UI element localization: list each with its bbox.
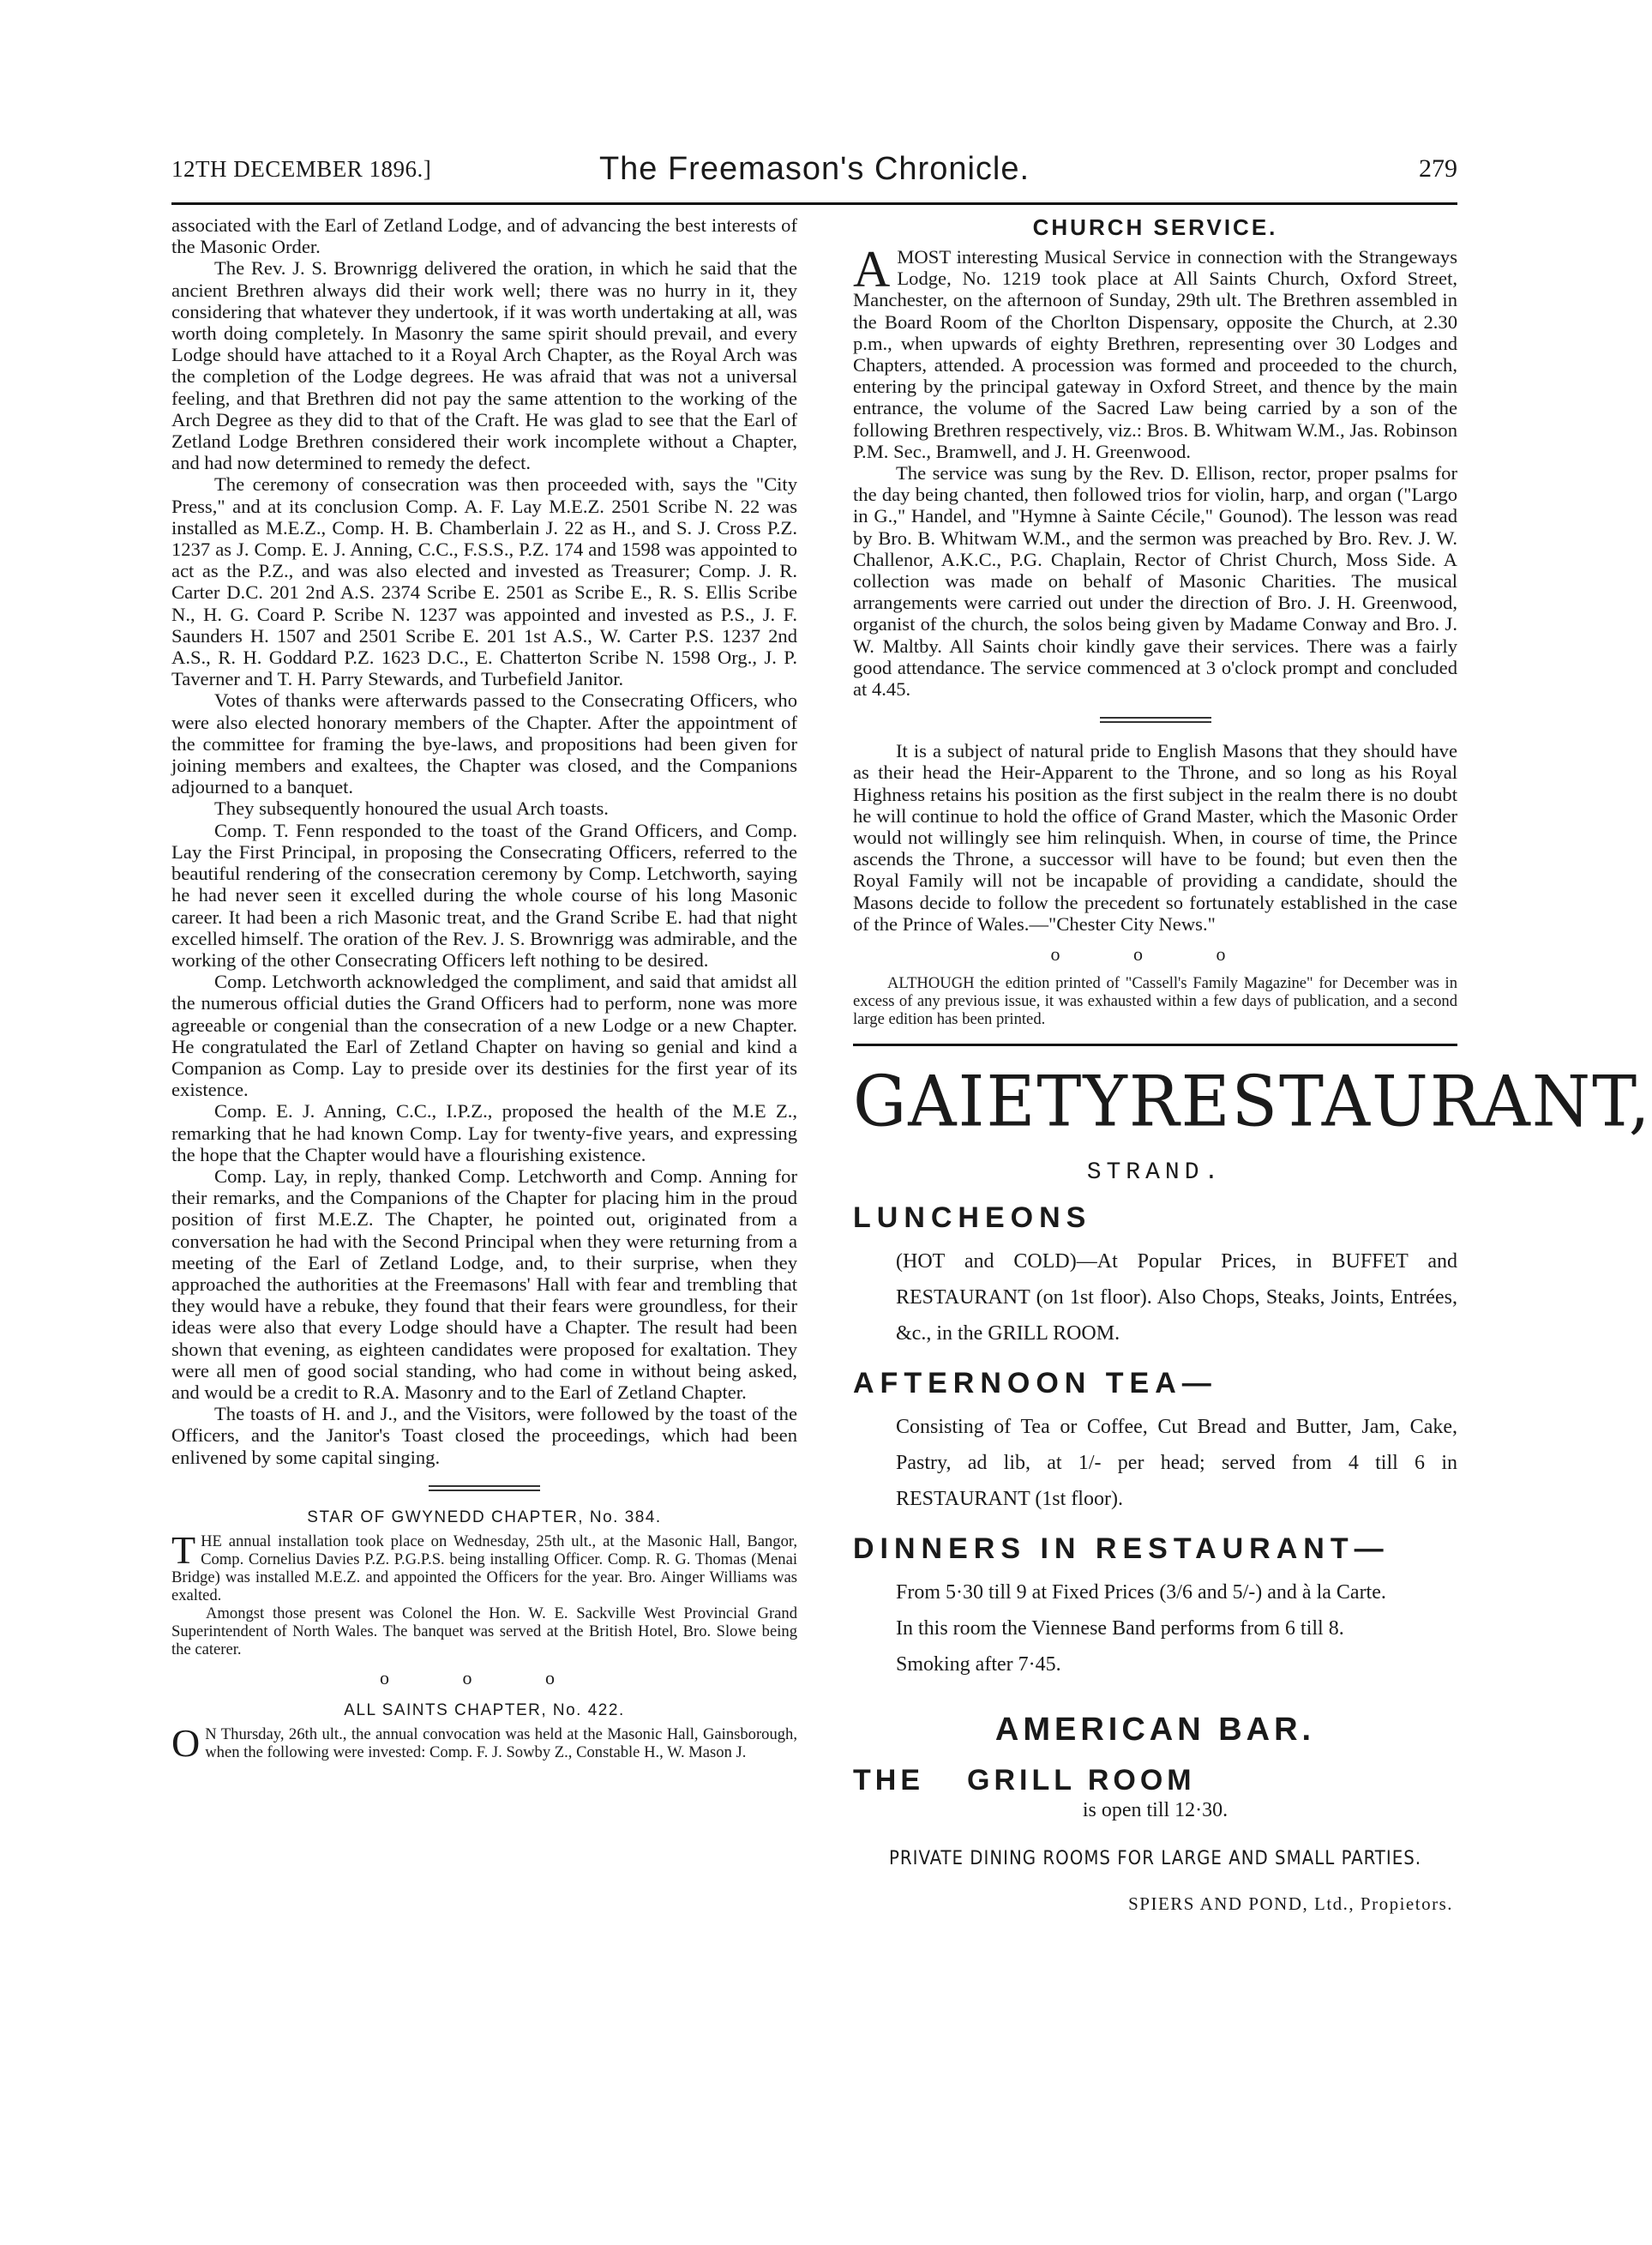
- gwynedd-paragraph-2: Amongst those present was Colonel the Hon. W. E. Sackville West Provincial Grand Superintendent of North Wales. The banquet was served at the British Hotel, Bro. Slowe being the caterer.: [171, 1604, 797, 1658]
- left-column: [171, 214, 797, 2178]
- gwynedd-chapter-title: STAR OF GWYNEDD CHAPTER, No. 384.: [307, 1508, 662, 1526]
- american-bar-heading: AMERICAN BAR.: [994, 1712, 1316, 1748]
- dinners-text-line: In this room the Viennese Band performs from 6 till 8.: [896, 1617, 1344, 1640]
- article-paragraph: Comp. Lay, in reply, thanked Comp. Letchworth and Comp. Anning for their remarks, and the Companions of the Chapter for placing him in the proud position of first M.E.Z. The Chapter, he pointed out, originated from a conversation he had with the Second Principal when they were returning from a meeting of the Earl of Zetland Lodge, and, to their surprise, when they approached the authorities at the Freemasons' Hall with fear and trembling that they would have a rebuke, they found that their fears were groundless, for their ideas were also that every Lodge should have a Chapter. The result had been shown that evening, as eighteen candidates were proposed for exaltation. They were all men of good social standing, who had come in without being asked, and would be a credit to R.A. Masonry and to the Earl of Zetland Chapter.: [171, 1165, 797, 1403]
- page-number: 279: [1419, 154, 1457, 183]
- grill-room-hours: is open till 12·30.: [1082, 1799, 1228, 1822]
- publication-title: The Freemason's Chronicle.: [598, 151, 1030, 187]
- advertisement-location: STRAND.: [1086, 1159, 1224, 1187]
- section-divider: [1100, 717, 1211, 723]
- zetland-chapter-article: [171, 214, 797, 1468]
- page-header: [171, 151, 1457, 202]
- church-text: MOST interesting Musical Service in connection with the Strangeways Lodge, No. 1219 took place at All Saints Church, Oxford Street, Manchester, on the afternoon of Sunday, 29th ult. The Brethren assembled in the Board Room of the Chorlton Dispensary, opposite the Church, at 2.30 p.m., when upwards of eighty Brethren, representing over 30 Lodges and Chapters, attended. A procession was formed and proceeded to the church, entering by the principal gateway in Oxford Street, and thence by the main entrance, the volume of the Sacred Law being carried by a son of the following Brethren respectively, viz.: Bros. B. Whitwam W.M., Jas. Robinson P.M. Sec., Bramwell, and J. H. Greenwood.: [853, 246, 1457, 462]
- all-saints-chapter-section: [171, 1700, 797, 1765]
- advertisement-title-word: GAIETY: [853, 1061, 1129, 1143]
- header-rule: [171, 202, 1457, 205]
- ornament-divider: o o o: [380, 1666, 589, 1688]
- drop-cap: T: [171, 1527, 196, 1572]
- ornament-divider: o o o: [1050, 943, 1260, 966]
- grill-room-heading: [853, 1764, 1457, 1797]
- private-rooms-notice: PRIVATE DINING ROOMS FOR LARGE AND SMALL PARTIES.: [888, 1848, 1422, 1870]
- article-paragraph: The toasts of H. and J., and the Visitors, were followed by the toast of the Officers, and the Janitor's Toast closed the proceedings, which had been enlivened by some capital singing.: [171, 1403, 797, 1468]
- church-paragraph-2: The service was sung by the Rev. D. Ellison, rector, proper psalms for the day being chanted, then followed trios for violin, harp, and organ ("Largo in G.," Handel, and "Hymne à Sainte Cécile," Gounod). The lesson was read by Bro. B. Whitwam W.M., and the sermon was preached by Bro. Rev. J. W. Challenor, A.K.C., P.G. Chaplain, Rector of Christ Church, Moss Side. A collection was made on behalf of Masonic Charities. The musical arrangements were carried out under the direction of Bro. J. H. Greenwood, organist of the church, the solos being given by Madame Conway and Bro. J. W. Maltby. All Saints choir kindly gave their services. There was a fairly good attendance. The service commenced at 3 o'clock prompt and concluded at 4.45.: [853, 462, 1457, 701]
- issue-date: 12TH DECEMBER 1896.]: [171, 156, 432, 182]
- article-paragraph: The Rev. J. S. Brownrigg delivered the oration, in which he said that the ancient Brethren always did their work well; there was no hurry in it, they considering that whatever they undertook, if it was worth undertaking at all, was worth doing completely. In Masonry the same spirit should prevail, and every Lodge should have attached to it a Royal Arch Chapter, as the Royal Arch was the completion of the Lodge degrees. He was afraid that was not a universal feeling, and that Brethren did not pay the same attention to the working of the Arch Degree as they did to that of the Craft. He was glad to see that the Earl of Zetland Lodge Brethren considered their work incomplete without a Chapter, and had now determined to remedy the defect.: [171, 257, 797, 474]
- luncheons-heading: LUNCHEONS: [853, 1201, 1092, 1235]
- grill-room-name: GRILL ROOM: [967, 1764, 1196, 1797]
- article-paragraph: Comp. Letchworth acknowledged the compliment, and said that amidst all the numerous official duties the Grand Officers had to perform, none was more agreeable or congenial than the consecration of a new Lodge or a new Chapter. He congratulated the Earl of Zetland Chapter on having so genial and kind a Companion as Comp. Lay to preside over its destinies for the first year of its existence.: [171, 971, 797, 1101]
- all-saints-chapter-title: ALL SAINTS CHAPTER, No. 422.: [344, 1700, 625, 1719]
- article-paragraph: Comp. T. Fenn responded to the toast of the Grand Officers, and Comp. Lay the First Principal, in proposing the Consecrating Officers, referred to the beautiful rendering of the consecration ceremony by Comp. Letchworth, saying he had never seen it excelled during the whole course of his long Masonic career. It had been a rich Masonic treat, and the Grand Scribe E. had that night excelled himself. The oration of the Rev. J. S. Brownrigg was admirable, and the working of the other Consecrating Officers left nothing to be desired.: [171, 819, 797, 971]
- gaiety-restaurant-advertisement: [853, 1061, 1652, 1915]
- all-saints-text: N Thursday, 26th ult., the annual convocation was held at the Masonic Hall, Gainsborough, when the following were invested: Comp. F. J. Sowby Z., Constable H., W. Mason J.: [205, 1724, 797, 1761]
- gwynedd-paragraph: [171, 1527, 797, 1604]
- advertisement-title-word: RESTAURANT,: [1128, 1061, 1652, 1143]
- advertisement-title: [853, 1061, 1652, 1143]
- article-paragraph: Votes of thanks were afterwards passed to the Consecrating Officers, who were also elected honorary members of the Chapter. After the appointment of the committee for framing the bye-laws, and propositions had been given for joining members and exaltees, the Chapter was closed, and the Companions adjourned to a banquet.: [171, 689, 797, 798]
- afternoon-tea-text: Consisting of Tea or Coffee, Cut Bread and Butter, Jam, Cake, Pastry, ad lib, at 1/- per head; served from 4 till 6 in RESTAURANT (1st floor).: [896, 1416, 1457, 1511]
- heir-apparent-article: [853, 740, 1457, 935]
- dinners-text-line: From 5·30 till 9 at Fixed Prices (3/6 and 5/-) and à la Carte.: [896, 1581, 1386, 1604]
- drop-cap: A: [853, 241, 891, 298]
- advertisement-rule: [853, 1044, 1457, 1046]
- heir-paragraph: It is a subject of natural pride to English Masons that they should have as their head the Heir-Apparent to the Throne, and so long as his Royal Highness retains his position as the first subject in the realm there is no doubt he will continue to hold the office of Grand Master, which the Masonic Order would not willingly see him relinquish. When, in course of time, the Prince ascends the Throne, a successor will have to be found; but even then the Royal Family will not be incapable of providing a candidate, should the Masons decide to follow the precedent so fortunately established in the case of the Prince of Wales.—"Chester City News.": [853, 740, 1457, 935]
- proprietors-line: SPIERS AND POND, Ltd., Propietors.: [1128, 1893, 1453, 1915]
- afternoon-tea-heading: AFTERNOON TEA—: [853, 1367, 1217, 1400]
- dinners-text-line: Smoking after 7·45.: [896, 1653, 1061, 1676]
- church-service-title: CHURCH SERVICE.: [1032, 214, 1278, 240]
- dinners-heading: DINNERS IN RESTAURANT—: [853, 1532, 1390, 1566]
- church-service-article: [853, 241, 1457, 701]
- cassell-lead-word: ALTHOUGH: [887, 974, 975, 993]
- section-divider: [429, 1485, 540, 1491]
- church-paragraph: [853, 241, 1457, 462]
- drop-cap: O: [171, 1720, 201, 1765]
- cassell-text: the edition printed of "Cassell's Family Magazine" for December was in excess of any previous issue, it was exhausted within a few days of publication, and a second large edition has been printed.: [853, 974, 1457, 1029]
- article-paragraph: associated with the Earl of Zetland Lodge, and of advancing the best interests of the Masonic Order.: [171, 214, 797, 258]
- right-column: [853, 214, 1652, 2178]
- gwynedd-chapter-section: [171, 1508, 797, 1658]
- article-paragraph: They subsequently honoured the usual Arch toasts.: [214, 797, 609, 820]
- grill-room-the: THE: [853, 1764, 924, 1797]
- all-saints-paragraph: [171, 1720, 797, 1765]
- article-paragraph: The ceremony of consecration was then proceeded with, says the "City Press," and at its conclusion Comp. A. F. Lay M.E.Z. 2501 Scribe N. 22 was installed as M.E.Z., Comp. H. B. Chamberlain J. 22 as H., and S. J. Cross P.Z. 1237 as J. Comp. E. J. Anning, C.C., F.S.S., P.Z. 174 and 1598 was appointed to act as the P.Z., and was also elected and invested as Treasurer; Comp. J. R. Carter D.C. 201 2nd A.S. 2374 Scribe E. 2501 as Scribe E., R. S. Ellis Scribe N., H. G. Coard P. Scribe N. 1237 was appointed and invested as P.S., J. F. Saunders H. 1507 and 2501 Scribe E. 201 1st A.S., W. Carter P.S. 1237 2nd A.S., R. H. Goddard P.Z. 1623 D.C., E. Chatterton Scribe N. 1598 Org., J. P. Taverner and T. H. Parry Stewards, and Turbefield Janitor.: [171, 473, 797, 690]
- cassell-notice: [853, 974, 1457, 1028]
- gwynedd-text: HE annual installation took place on Wednesday, 25th ult., at the Masonic Hall, Bangor, Comp. Cornelius Davies P.Z. P.G.P.S. being installing Officer. Comp. R. G. Thomas (Menai Bridge) was installed M.E.Z. and appointed the Officers for the year. Bro. Ainger Williams was exalted.: [171, 1532, 797, 1604]
- cassell-paragraph: [853, 974, 1457, 1028]
- article-paragraph: Comp. E. J. Anning, C.C., I.P.Z., proposed the health of the M.E Z., remarking that he had known Comp. Lay for twenty-five years, and expressing the hope that the Chapter would have a flourishing existence.: [171, 1100, 797, 1165]
- luncheons-text: (HOT and COLD)—At Popular Prices, in BUFFET and RESTAURANT (on 1st floor). Also Chops, Steaks, Joints, Entrées, &c., in the GRILL ROOM.: [896, 1250, 1457, 1345]
